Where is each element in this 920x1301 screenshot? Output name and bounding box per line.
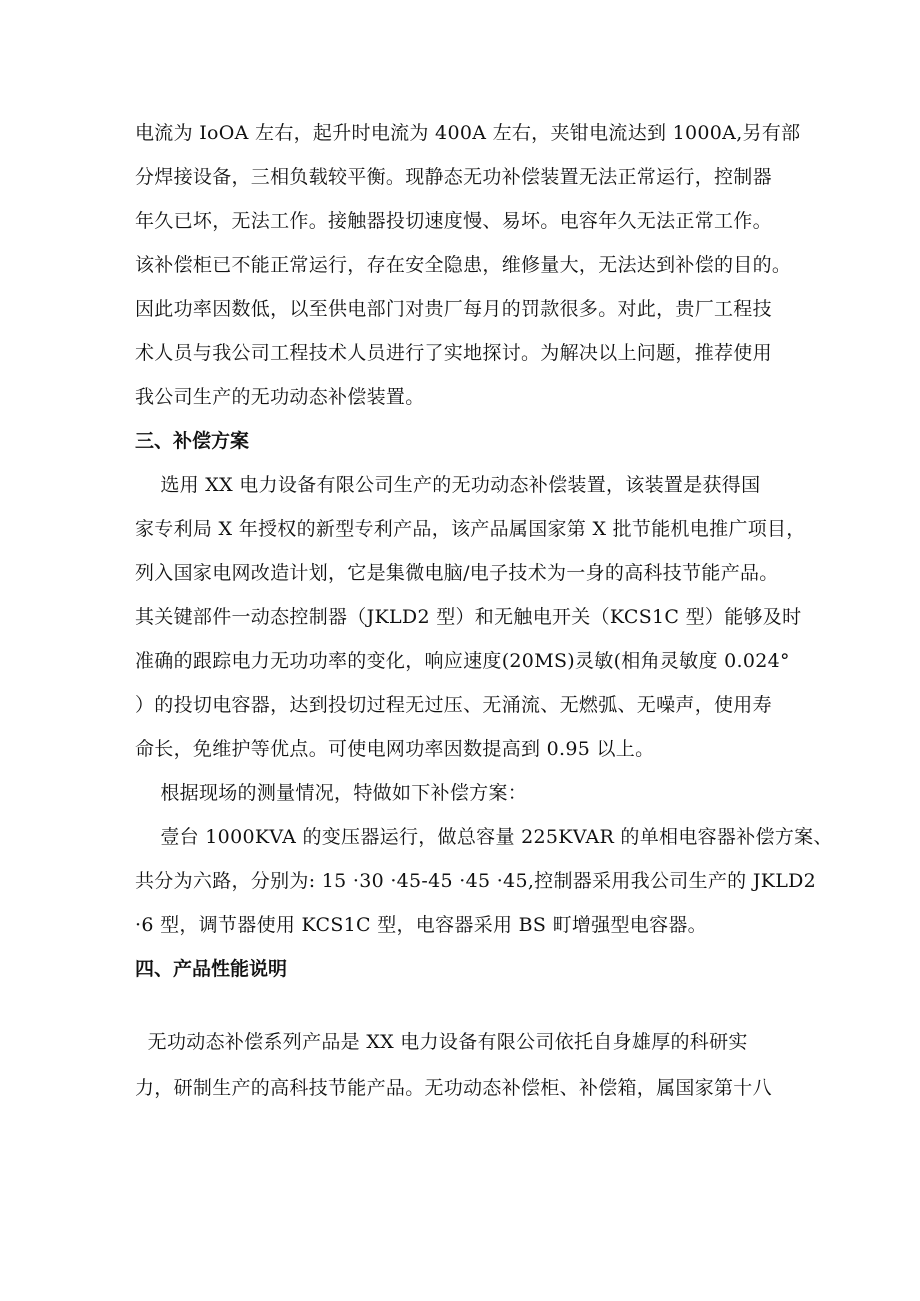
paragraph-1-line-2: 分焊接设备，三相负载较平衡。现静态无功补偿装置无法正常运行，控制器 — [135, 166, 772, 188]
paragraph-2-line-2: 家专利局 X 年授权的新型专利产品，该产品属国家第 X 批节能机电推广项目， — [135, 518, 806, 540]
paragraph-3: 根据现场的测量情况，特做如下补偿方案： — [135, 782, 528, 804]
paragraph-1-line-1: 电流为 IoOA 左右，起升时电流为 400A 左右，夹钳电流达到 1000A,另有部 — [135, 122, 801, 144]
paragraph-5-line-1: 无功动态补偿系列产品是 XX 电力设备有限公司依托自身雄厚的科研实 — [135, 1031, 748, 1053]
paragraph-2-line-7: 命长，免维护等优点。可使电网功率因数提高到 0.95 以上。 — [135, 738, 655, 760]
paragraph-4-line-3: ·6 型，调节器使用 KCS1C 型，电容器采用 BS 町增强型电容器。 — [135, 914, 707, 936]
paragraph-1-line-6: 术人员与我公司工程技术人员进行了实地探讨。为解决以上问题，推荐使用 — [135, 342, 772, 364]
paragraph-2-line-3: 列入国家电网改造计划，它是集微电脑/电子技术为一身的高科技节能产品。 — [135, 562, 779, 584]
paragraph-4-line-1: 壹台 1000KVA 的变压器运行，做总容量 225KVAR 的单相电容器补偿方案、 — [135, 826, 833, 848]
section-heading-4: 四、产品性能说明 — [135, 958, 288, 980]
paragraph-4-line-2: 共分为六路，分别为: 15 ·30 ·45-45 ·45 ·45,控制器采用我公司生产的 JKLD2 — [135, 870, 817, 892]
paragraph-2-line-6: ）的投切电容器，达到投切过程无过压、无涌流、无燃弧、无噪声，使用寿 — [135, 694, 772, 716]
paragraph-1-line-3: 年久已坏，无法工作。接触器投切速度慢、易坏。电容年久无法正常工作。 — [135, 210, 772, 232]
paragraph-2-line-4: 其关键部件一动态控制器（JKLD2 型）和无触电开关（KCS1C 型）能够及时 — [135, 606, 802, 628]
paragraph-2-line-5: 准确的跟踪电力无功功率的变化，响应速度(20MS)灵敏(相角灵敏度 0.024° — [135, 650, 790, 672]
paragraph-1-line-4: 该补偿柜已不能正常运行，存在安全隐患，维修量大，无法达到补偿的目的。 — [135, 254, 792, 276]
paragraph-5-line-2: 力，研制生产的高科技节能产品。无功动态补偿柜、补偿箱，属国家第十八 — [135, 1077, 772, 1099]
paragraph-1-line-7: 我公司生产的无功动态补偿装置。 — [135, 386, 425, 408]
paragraph-1-line-5: 因此功率因数低，以至供电部门对贵厂每月的罚款很多。对此，贵厂工程技 — [135, 298, 772, 320]
paragraph-2-line-1: 选用 XX 电力设备有限公司生产的无功动态补偿装置，该装置是获得国 — [135, 474, 761, 496]
section-heading-3: 三、补偿方案 — [135, 430, 250, 452]
